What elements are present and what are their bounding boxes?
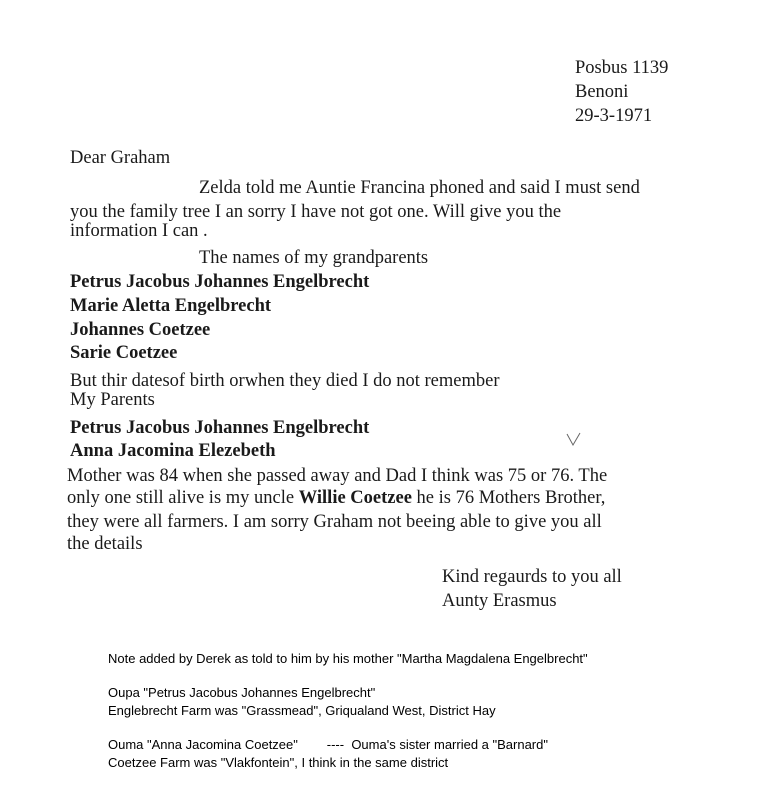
salutation: Dear Graham (70, 148, 171, 168)
paragraph-2-text: he is 76 Mothers Brother, (411, 488, 606, 508)
check-mark-icon (566, 432, 582, 450)
parent-name: Anna Jacomina Elezebeth (70, 441, 276, 461)
note-header: Note added by Derek as told to him by his mother "Martha Magdalena Engelbrecht" (108, 651, 588, 666)
note-oupa-farm: Englebrecht Farm was "Grassmead", Griqualand West, District Hay (108, 703, 496, 718)
grandparent-name: Johannes Coetzee (70, 320, 211, 340)
paragraph-1-line-2: you the family tree I an sorry I have not got one. Will give you the (70, 202, 562, 222)
parents-intro: My Parents (70, 390, 155, 410)
signature: Aunty Erasmus (442, 591, 557, 611)
note-oupa: Oupa "Petrus Jacobus Johannes Engelbrecht" (108, 685, 376, 700)
grandparent-name: Marie Aletta Engelbrecht (70, 296, 272, 316)
grandparent-name: Petrus Jacobus Johannes Engelbrecht (70, 272, 370, 292)
uncle-name: Willie Coetzee (298, 488, 412, 508)
paragraph-2-line-3: they were all farmers. I am sorry Graham not beeing able to give you all (67, 512, 602, 532)
closing-line: Kind regaurds to you all (442, 567, 622, 587)
grandparent-name: Sarie Coetzee (70, 343, 178, 363)
letter-date: 29-3-1971 (575, 106, 653, 126)
address-line-2: Benoni (575, 82, 629, 102)
paragraph-2-line-1: Mother was 84 when she passed away and Dad I think was 75 or 76. The (67, 466, 608, 486)
note-ouma-farm: Coetzee Farm was "Vlakfontein", I think in the same district (108, 755, 449, 770)
paragraph-2-line-4: the details (67, 534, 143, 554)
address-line-1: Posbus 1139 (575, 58, 669, 78)
parent-name: Petrus Jacobus Johannes Engelbrecht (70, 418, 370, 438)
paragraph-1-line-3: information I can . (70, 221, 208, 241)
paragraph-1-line-1: Zelda told me Auntie Francina phoned and said I must send (199, 178, 640, 198)
note-ouma: Ouma "Anna Jacomina Coetzee" ---- Ouma's sister married a "Barnard" (108, 737, 548, 752)
paragraph-2-line-2 (67, 486, 605, 510)
grandparents-intro: The names of my grandparents (199, 248, 429, 268)
dates-line: But thir datesof birth orwhen they died I do not remember (70, 371, 500, 391)
paragraph-2-text: only one still alive is my uncle (67, 488, 299, 508)
